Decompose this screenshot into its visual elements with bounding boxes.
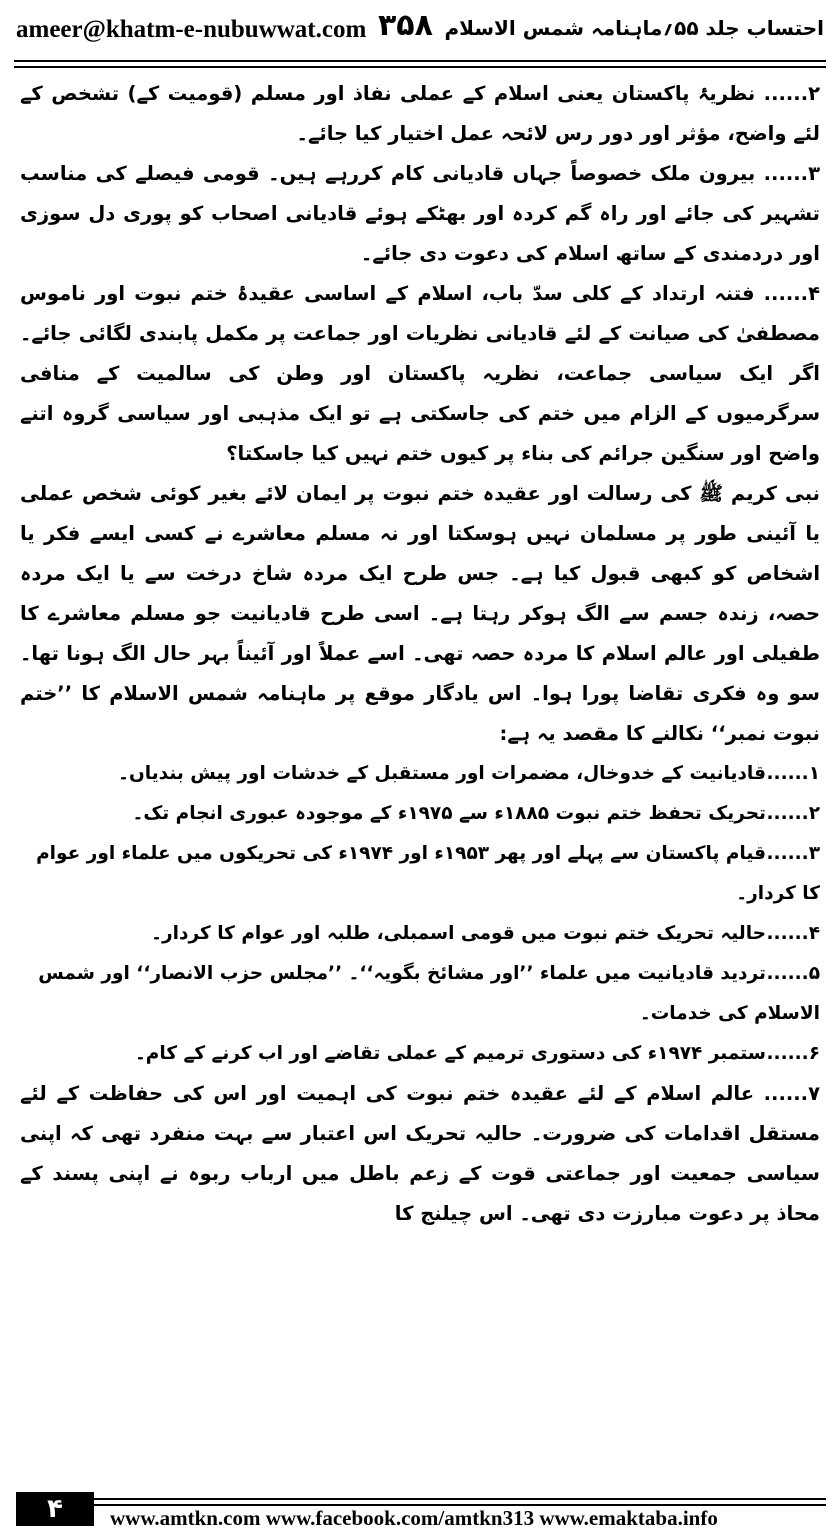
list-item: [20, 954, 820, 1034]
page-footer: [0, 1490, 840, 1540]
header-page-number: ۳۵۸: [378, 8, 433, 43]
point-number: ۳......: [763, 162, 820, 185]
item-number: ۱......: [766, 763, 820, 784]
header-magazine-title: احتساب جلد ۵۵؍ماہنامہ شمس الاسلام: [444, 16, 824, 40]
item-text: قادیانیت کے خدوخال، مضمرات اور مستقبل کے خدشات اور پیش بندیاں۔: [118, 763, 766, 784]
paragraph-prophethood: نبی کریم ﷺ کی رسالت اور عقیدہ ختم نبوت پر ایمان لائے بغیر کوئی شخص عملی یا آئینی طور پر مسلمان نہیں ہوسکتا اور نہ مسلم معاشرے نے کسی ایسے فکر یا اشخاص کو کبھی قبول کیا ہے۔ جس طرح ایک مردہ شاخ درخت سے یا ایک مردہ حصہ، زندہ جسم سے الگ ہوکر رہتا ہے۔ اسی طرح قادیانیت جو مسلم معاشرے کا طفیلی اور عالم اسلام کا مردہ حصہ تھی۔ اسے عملاً اور آئیناً بہر حال الگ ہونا تھا۔ سو وہ فکری تقاضا پورا ہوا۔ اس یادگار موقع پر ماہنامہ شمس الاسلام کا ’’ختم نبوت نمبر‘‘ نکالنے کا مقصد یہ ہے:: [20, 482, 820, 745]
header-email: ameer@khatm-e-nubuwwat.com: [16, 16, 367, 43]
list-item: [20, 834, 820, 914]
list-item: [20, 1034, 820, 1074]
list-item: [20, 914, 820, 954]
item-number: ۶......: [766, 1043, 820, 1064]
point-2: [20, 74, 820, 154]
point-3: [20, 154, 820, 274]
point-number: ۴......: [763, 282, 820, 305]
point-number: ۲......: [763, 82, 821, 105]
point-text: نظریۂ پاکستان یعنی اسلام کے عملی نفاذ اور مسلم (قومیت کے) تشخص کے لئے واضح، مؤثر اور دور رس لائحہ عمل اختیار کیا جائے۔: [20, 82, 820, 145]
item-number: ۴......: [766, 923, 820, 944]
footer-page-number: ۴: [16, 1492, 94, 1526]
header-divider: [14, 60, 826, 68]
point-7: [20, 1074, 820, 1234]
page-header: [0, 0, 840, 62]
item-number: ۵......: [766, 963, 820, 984]
point-text: بیرون ملک خصوصاً جہاں قادیانی کام کررہے ہیں۔ قومی فیصلے کی مناسب تشہیر کی جائے اور راہ گم کردہ اور بھٹکے ہوئے قادیانی اصحاب کو پوری دل سوزی اور دردمندی کے ساتھ اسلام کی دعوت دی جائے۔: [20, 162, 820, 265]
item-text: تحریک تحفظ ختم نبوت ۱۸۸۵ء سے ۱۹۷۵ء کے موجودہ عبوری انجام تک۔: [132, 803, 766, 824]
list-item: [20, 794, 820, 834]
item-text: قیام پاکستان سے پہلے اور پھر ۱۹۵۳ء اور ۱۹۷۴ء کی تحریکوں میں علماء اور عوام کا کردار۔: [36, 843, 820, 904]
item-number: ۲......: [766, 803, 820, 824]
point-text: عالم اسلام کے لئے عقیدہ ختم نبوت کی اہمیت اور اس کی حفاظت کے لئے مستقل اقدامات کی ضرورت۔ حالیہ تحریک اس اعتبار سے بہت منفرد تھی کہ اپنی سیاسی جمعیت اور جماعتی قوت کے زعم باطل میں ارباب ربوہ نے اپنی پسند کے محاذ پر دعوت مبارزت دی تھی۔ اس چیلنج کا: [20, 1082, 820, 1225]
item-text: تردید قادیانیت میں علماء ’’اور مشائخ بگویہ‘‘۔ ’’مجلس حزب الانصار‘‘ اور شمس الاسلام کی خدمات۔: [38, 963, 820, 1024]
footer-links: www.amtkn.com www.facebook.com/amtkn313 www.emaktaba.info: [110, 1506, 718, 1530]
point-text: فتنہ ارتداد کے کلی سدّ باب، اسلام کے اساسی عقیدۂ ختم نبوت اور ناموس مصطفیٰ کی صیانت کے لئے قادیانی نظریات اور جماعت پر مکمل پابندی لگائی جائے۔ اگر ایک سیاسی جماعت، نظریہ پاکستان اور وطن کی سالمیت کے منافی سرگرمیوں کے الزام میں ختم کی جاسکتی ہے تو ایک مذہبی اور سیاسی گروہ اتنے واضح اور سنگین جرائم کی بناء پر کیوں ختم نہیں کیا جاسکتا؟: [20, 282, 820, 465]
item-text: حالیہ تحریک ختم نبوت میں قومی اسمبلی، طلبہ اور عوام کا کردار۔: [151, 923, 766, 944]
point-number: ۷......: [763, 1082, 820, 1105]
item-text: ستمبر ۱۹۷۴ء کی دستوری ترمیم کے عملی تقاضے اور اب کرنے کے کام۔: [134, 1043, 766, 1064]
point-4: [20, 274, 820, 474]
article-body: [20, 74, 820, 1234]
list-item: [20, 754, 820, 794]
footer-divider: [94, 1498, 826, 1506]
item-number: ۳......: [766, 843, 820, 864]
